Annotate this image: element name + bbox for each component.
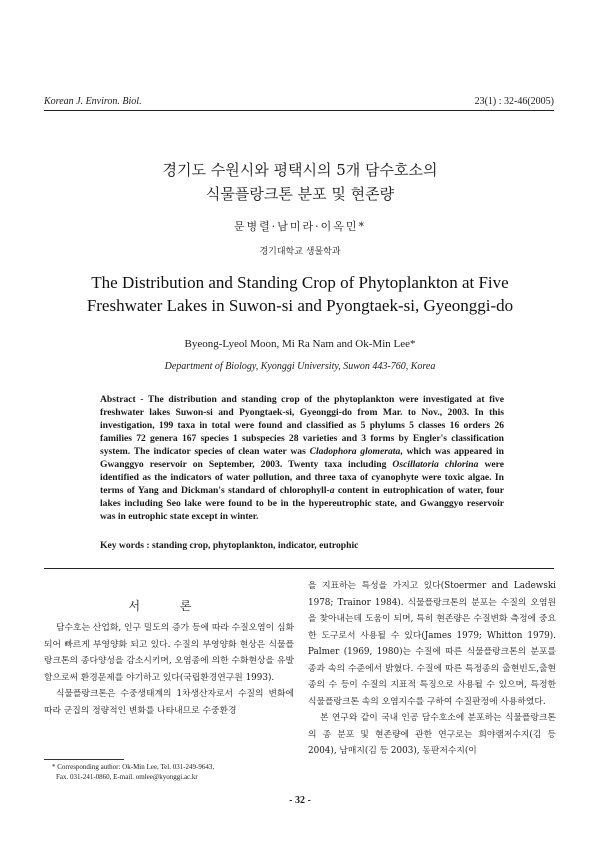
korean-title-line1: 경기도 수원시와 평택시의 5개 담수호소의 [162,161,438,179]
english-authors: Byeong-Lyeol Moon, Mi Ra Nam and Ok-Min Lee* [184,338,416,350]
korean-title-line2: 식물플랑크톤 분포 및 현존량 [205,185,395,203]
left-column [44,620,294,719]
header-rule [44,110,554,111]
english-title [0,271,600,317]
issue-info: 23(1) : 32-46(2005) [474,96,554,107]
page-number: - 32 - [289,795,311,806]
footnote-rule [44,759,124,760]
section-rule [44,568,554,569]
korean-affiliation: 경기대학교 생물학과 [259,247,341,257]
left-paragraph-1: 담수호는 산업화, 인구 밀도의 증가 등에 따라 수질오염이 심화되어 빠르게 부영양화 되고 있다. 수질의 부영양화 현상은 식물플랑크톤의 종다양성을 감소시키며, 오염종에 의한 수화현상을 유발함으로써 환경문제를 야기하고 있다(국립환경연구원 1993). [44,623,294,683]
left-paragraph-2: 식물플랑크톤은 수중생태계의 1차생산자로서 수질의 변화에 따라 군집의 정량적인 변화를 나타내므로 수중환경 [44,689,294,716]
abstract-text-4: content in eutrophication of water, four lakes including Seo lake were found to be in the hypereutrophic state, and Gwanggyo reservoir was in eutrophic state except in winter. [100,485,504,522]
korean-title [0,158,600,206]
abstract-species-2: Oscillatoria chlorina [392,459,479,470]
right-column [308,578,556,760]
korean-authors: 문병렬·남미라·이옥민* [233,220,367,233]
abstract-text-1: Abstract - The distribution and standing crop of the phytoplankton were investigated at five freshwater lakes Suwon-si and Pyongtaek-si, Gyeonggi-do from Mar. to Nov., 2003. In this investigation, 199 taxa in total were found and classified as 5 phylums 5 classes 16 orders 26 families 72 genera 167 species 1 subspecies 28 varieties and 3 forms by Engler's classification system. The indicator species of clean water was [100,394,504,457]
english-affiliation: Department of Biology, Kyonggi University, Suwon 443-760, Korea [164,361,436,372]
footnote [52,762,297,782]
abstract-chl-a: a [329,485,335,496]
keywords: Key words : standing crop, phytoplankton, indicator, eutrophic [100,540,359,551]
abstract-species-1: Cladophora glomerata [309,446,401,457]
footnote-line2: Fax. 031-241-0860, E-mail. omlee@kyonggi.ac.kr [56,773,198,781]
footnote-line1: * Corresponding author: Ok-Min Lee, Tel. 031-249-9643, [52,763,215,771]
english-title-line1: The Distribution and Standing Crop of Phytoplankton at Five [91,273,509,292]
section-heading: 서 론 [128,599,210,613]
right-paragraph-2: 본 연구와 같이 국내 인공 담수호소에 분포하는 식물플랑크톤의 종 분포 및 현존량에 관한 연구로는 희야램저수지(김 등 2004), 남매지(김 등 2003), 동판저수지(이 [308,713,556,756]
abstract-text-2: , which was appeared in Gwanggyo reservoir on September, 2003. Twenty taxa including [100,446,504,470]
right-paragraph-1: 을 지표하는 특성을 가지고 있다(Stoermer and Ladewski 1978; Trainor 1984). 식물플랑크톤의 분포는 수질의 오염원을 찾아내는데 도움이 되며, 특히 현존량은 수질변화 측정에 중요한 도구로서 사용될 수 있다(James 1979; Whitton 1979). Palmer (1969, 1980)는 수질에 따른 식물플랑크톤의 분포를 종과 속의 수준에서 밝혔다. 수질에 따른 특정종의 출현빈도,출현종의 수 등이 수질의 지표적 특징으로 사용될 수 있으며, 특정한 식물플랑크톤 속의 오염지수를 구하여 수질판정에 사용하였다. [308,581,556,707]
abstract-text-3: were identified as the indicators of water pollution, and three taxa of cyanophyte were toxic algae. In terms of Yang and Dickman's standard of chlorophyll- [100,459,504,496]
abstract [100,393,504,523]
journal-name: Korean J. Environ. Biol. [44,96,142,107]
english-title-line2: Freshwater Lakes in Suwon-si and Pyongtaek-si, Gyeonggi-do [86,296,514,315]
